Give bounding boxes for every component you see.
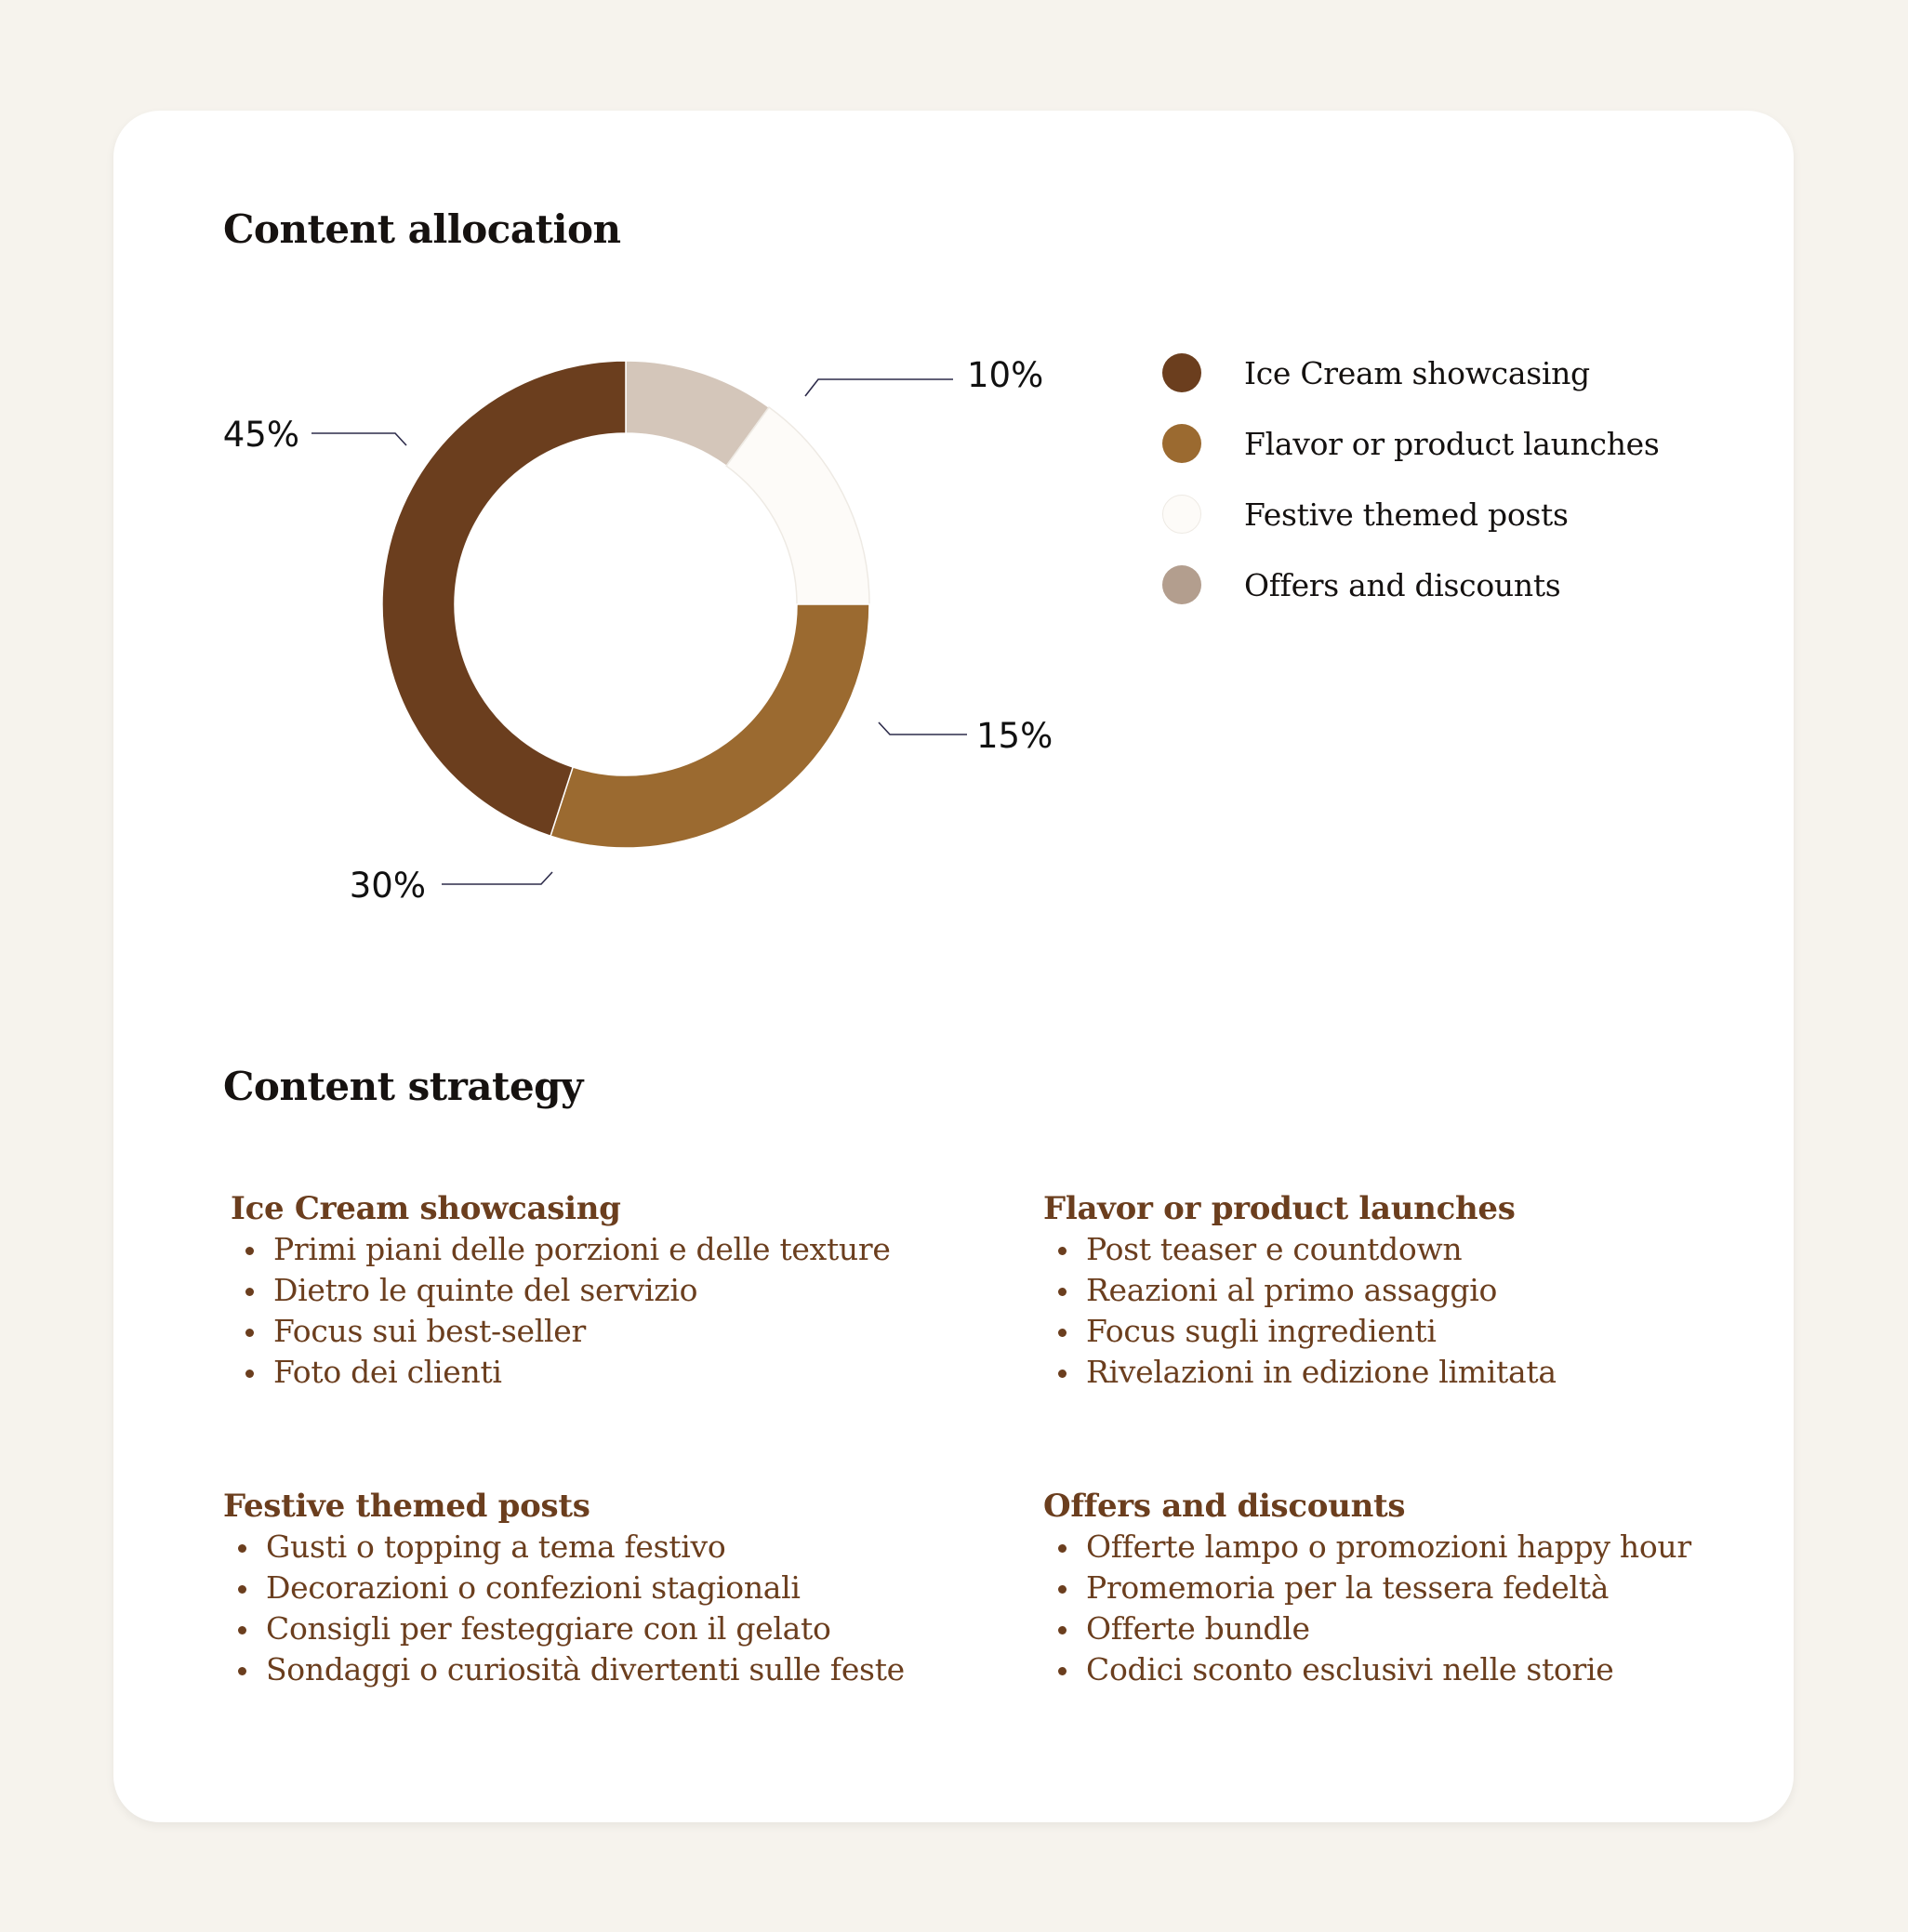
- legend-label: Festive themed posts: [1244, 496, 1569, 533]
- list-item: Foto dei clienti: [231, 1352, 891, 1393]
- legend-swatch: [1162, 495, 1201, 534]
- strategy-group-title: Festive themed posts: [223, 1488, 590, 1525]
- list-item: Consigli per festeggiare con il gelato: [223, 1608, 905, 1649]
- list-item: Focus sugli ingredienti: [1043, 1311, 1557, 1352]
- data-label: 30%: [349, 866, 426, 906]
- legend-label: Ice Cream showcasing: [1244, 355, 1590, 391]
- list-item: Focus sui best-seller: [231, 1311, 891, 1352]
- strategy-list: [231, 1229, 891, 1393]
- data-label: 15%: [976, 716, 1053, 756]
- strategy-group-offers-discounts: [1043, 1486, 1691, 1690]
- donut-slice: [726, 407, 869, 604]
- legend-swatch: [1162, 353, 1201, 392]
- list-item: Primi piani delle porzioni e delle texture: [231, 1229, 891, 1270]
- list-item: Post teaser e countdown: [1043, 1229, 1557, 1270]
- strategy-group-ice-cream: [231, 1188, 891, 1393]
- legend-label: Flavor or product launches: [1244, 426, 1660, 462]
- strategy-list: [1043, 1229, 1557, 1393]
- list-item: Offerte bundle: [1043, 1608, 1691, 1649]
- strategy-group-title: Ice Cream showcasing: [231, 1190, 621, 1227]
- list-item: Codici sconto esclusivi nelle storie: [1043, 1649, 1691, 1690]
- donut-slice: [550, 604, 869, 848]
- leader-line: [311, 433, 406, 445]
- list-item: Offerte lampo o promozioni happy hour: [1043, 1527, 1691, 1568]
- legend-swatch: [1162, 424, 1201, 463]
- list-item: Reazioni al primo assaggio: [1043, 1270, 1557, 1311]
- strategy-group-title: Offers and discounts: [1043, 1488, 1406, 1525]
- list-item: Rivelazioni in edizione limitata: [1043, 1352, 1557, 1393]
- list-item: Dietro le quinte del servizio: [231, 1270, 891, 1311]
- leader-line: [879, 722, 967, 734]
- strategy-group-flavor-launches: [1043, 1188, 1557, 1393]
- legend-label: Offers and discounts: [1244, 567, 1561, 603]
- strategy-list: [223, 1527, 905, 1690]
- strategy-list: [1043, 1527, 1691, 1690]
- list-item: Sondaggi o curiosità divertenti sulle feste: [223, 1649, 905, 1690]
- legend-swatch: [1162, 565, 1201, 604]
- list-item: Gusti o topping a tema festivo: [223, 1527, 905, 1568]
- chart-section-title: Content allocation: [223, 206, 621, 252]
- list-item: Decorazioni o confezioni stagionali: [223, 1568, 905, 1608]
- data-label: 45%: [222, 415, 299, 455]
- leader-line: [442, 872, 552, 884]
- list-item: Promemoria per la tessera fedeltà: [1043, 1568, 1691, 1608]
- donut-slice: [382, 361, 626, 836]
- data-label: 10%: [967, 355, 1044, 395]
- strategy-group-title: Flavor or product launches: [1043, 1190, 1516, 1227]
- strategy-group-festive-posts: [223, 1486, 905, 1690]
- leader-line: [805, 379, 953, 396]
- strategy-section-title: Content strategy: [223, 1064, 583, 1109]
